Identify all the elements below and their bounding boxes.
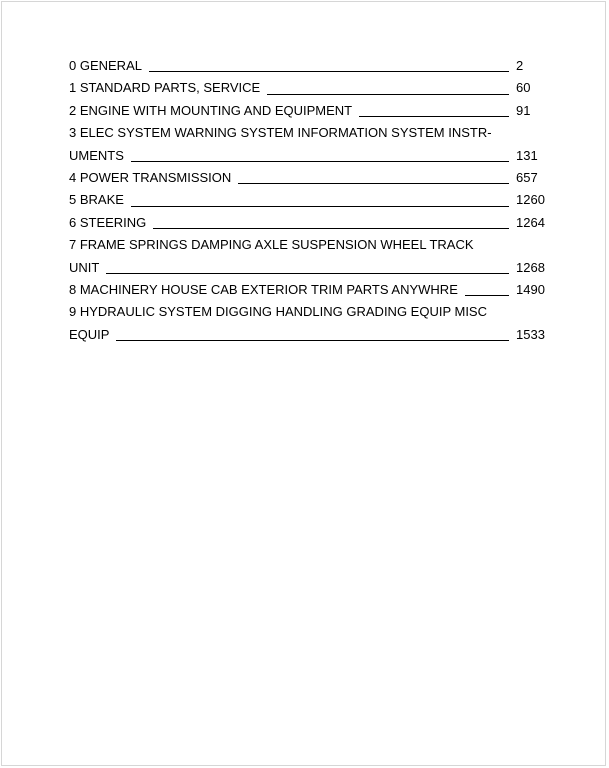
toc-entry-hydraulic-system[interactable]: [69, 301, 549, 346]
toc-page-number: 1260: [516, 192, 545, 208]
toc-entry-title: 5 BRAKE: [69, 192, 124, 208]
toc-page-number: 1264: [516, 214, 545, 230]
dot-leader: [131, 161, 509, 162]
table-of-contents: [69, 55, 549, 346]
toc-entry-elec-system[interactable]: [69, 122, 549, 167]
dot-leader: [465, 295, 509, 296]
toc-page-number: 1490: [516, 281, 545, 297]
toc-entry-general[interactable]: [69, 55, 549, 77]
toc-entry-brake[interactable]: [69, 189, 549, 211]
toc-entry-title: 1 STANDARD PARTS, SERVICE: [69, 80, 261, 96]
document-page: [1, 1, 606, 766]
toc-entry-title: EQUIP: [69, 326, 110, 342]
toc-page-number: 60: [516, 80, 531, 96]
dot-leader: [267, 94, 509, 95]
dot-leader: [106, 273, 509, 274]
toc-page-number: 2: [516, 57, 524, 73]
toc-entry-standard-parts[interactable]: [69, 77, 549, 99]
toc-entry-machinery-house[interactable]: [69, 279, 549, 301]
toc-page-number: 1533: [516, 326, 545, 342]
toc-entry-engine[interactable]: [69, 100, 549, 122]
toc-entry-title: 0 GENERAL: [69, 57, 142, 73]
toc-entry-power-transmission[interactable]: [69, 167, 549, 189]
toc-entry-title: 4 POWER TRANSMISSION: [69, 169, 232, 185]
toc-entry-title: 6 STEERING: [69, 214, 147, 230]
dot-leader: [359, 116, 509, 117]
dot-leader: [153, 228, 509, 229]
toc-page-number: 91: [516, 102, 531, 118]
dot-leader: [131, 206, 509, 207]
toc-page-number: 657: [516, 169, 538, 185]
toc-entry-title: UNIT: [69, 259, 100, 275]
dot-leader: [149, 71, 509, 72]
toc-entry-title-line1: 9 HYDRAULIC SYSTEM DIGGING HANDLING GRADING EQUIP MISC: [69, 304, 487, 320]
toc-page-number: 131: [516, 147, 538, 163]
toc-entry-title: 2 ENGINE WITH MOUNTING AND EQUIPMENT: [69, 102, 353, 118]
toc-entry-frame-springs[interactable]: [69, 234, 549, 279]
toc-entry-title: 8 MACHINERY HOUSE CAB EXTERIOR TRIM PARTS ANYWHRE: [69, 281, 458, 297]
toc-entry-title-line1: 3 ELEC SYSTEM WARNING SYSTEM INFORMATION SYSTEM INSTR-: [69, 125, 492, 141]
toc-page-number: 1268: [516, 259, 545, 275]
toc-entry-title: UMENTS: [69, 147, 124, 163]
toc-entry-steering[interactable]: [69, 212, 549, 234]
toc-entry-title-line1: 7 FRAME SPRINGS DAMPING AXLE SUSPENSION WHEEL TRACK: [69, 237, 474, 253]
dot-leader: [238, 183, 509, 184]
dot-leader: [116, 340, 509, 341]
